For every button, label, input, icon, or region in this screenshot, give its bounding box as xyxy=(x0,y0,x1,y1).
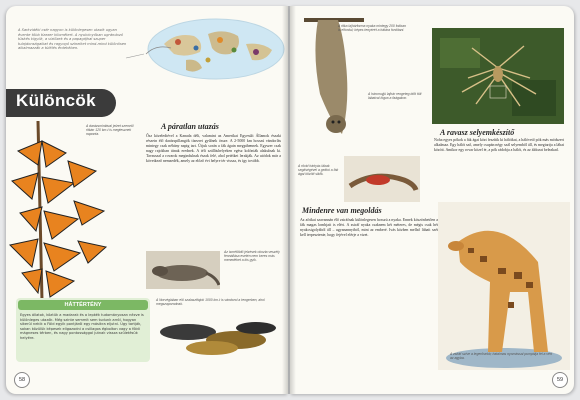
book-gutter xyxy=(282,6,296,394)
intro-text: A Sarkvidéki csér nagyon is különlegesen utazik ugyan évente több tízezer kilométert. A nyulvinyóban ugrándozó tüskés kígyók, a viziőzek és a papagájhal szuper tulajdonságaikat és ragyogó színeiket mind-mind különösen alkalmazzák a túlélés érdekében. xyxy=(18,28,127,51)
lizard-photo xyxy=(146,251,220,289)
page-number-left: 58 xyxy=(14,372,30,388)
section-title-giraffe: Mindenre van megoldás xyxy=(302,206,382,215)
spider-body-text: Noha egyes pókok a fák ágai közt feszítik ki hálóikat, a hálóvető pók más módszert alkalmaz. Egy hálót sző, amely csupán négy szál selyemből áll, és megtartja a lábai között. Amikor egy rovar közel ér, a pók rádobja a hálót, és az áldozat beleakad. xyxy=(434,138,564,153)
giraffe-illustration xyxy=(438,202,570,370)
left-page xyxy=(6,6,288,394)
eels-illustration xyxy=(152,310,284,360)
sloth-caption: A ritka lajhárforma nyaka mintegy 200 fokban is elfordul; képes tenyérét a hátára fordítani. xyxy=(338,24,406,33)
monarch-butterflies-illustration xyxy=(8,121,136,301)
section-title-spider: A ravasz selyemkészítő xyxy=(440,128,515,137)
background-info-text: Egyes állatok, köztük a madarak és a lepkék tudományosan nézve is különleges utazók. Még szinte semmit sem tudunk arról, hogyan sikerül nekik a Föld egyik pontjáról egy másikra eljutni. Úgy tartják, sokan közülük képesek eligazodni a csillagos égbolton vagy a földi mágneses térben, és nagy pontossággal jutnak vissza születésük helyére. xyxy=(20,313,144,340)
gecko-illustration xyxy=(344,156,420,202)
gecko-caption: A rövid hártyás lábak segítségével a gekkó a fák ágai között siklik. xyxy=(298,164,339,177)
right-page xyxy=(290,6,574,394)
lizard-caption: Az ismétlődő jelzések okozta veszély fennállása esetén nem keres más menedéket a kis gyík. xyxy=(224,250,280,263)
spider-illustration xyxy=(432,28,564,124)
world-map-illustration xyxy=(116,14,286,84)
sloth-illustration xyxy=(298,14,368,144)
migration-body-text: Ősz közeledtével a Kanada déli, valamint az Amerikai Egyesült Államok északi részein élő darázspillangók tízezrei gyűlnek össze. A 2-5000 km hosszú vándorlás mintegy csak néhány napig tart. Útjuk során a fák ágain megpihennek. Egyszer csak nagy rajokban útnak erednek. A téli szálláshelyeken egész kolóniák alakulnak ki. Tavasszal a rovarok megindulnak észak felé, ahol petéiket lerakják. Az utódok már a következő nemzedék, amely az előző évi helyre tér vissza, és így tovább. xyxy=(146,134,281,164)
page-number-right: 59 xyxy=(552,372,568,388)
giraffe-caption: A zsiráf szíve a legerősebb; hatalmas nyomással pumpálja fel a vért az agyba. xyxy=(450,352,553,361)
monarch-caption: A darázsmintával jelzet szemről ritkán 120 km-t is megtesznek naponta. xyxy=(86,124,134,137)
section-title-migration: A páratlan utazás xyxy=(161,122,219,131)
fish-caption: A Norvégiában elő szalasztfajok 1000 km-t is vándorol a tengerben, ahol megszaporodnak. xyxy=(156,298,265,307)
background-info-title: HÁTTÉRTÉNY xyxy=(64,302,102,308)
page-title: Különcök xyxy=(16,91,96,110)
giraffe-body-text: Az afrikai szavannán élő zsiráfnak különlegesen hosszú a nyaka. Ennek köszönhetően a fák magas lombjait is eléri. A zsiráf nyaka csaknem két méteres, de mégis csak hét nyakcsigolyából áll – ugyanannyiból, mint az emberé. Ivás közben mellső lábait szét kell terpesztenie, hogy fejével elérje a vizet. xyxy=(300,218,438,238)
sloth-caption-secondary: A háromujjú lajhár rengeteg időt tölt lábaival lógva a faágakon. xyxy=(368,92,422,101)
